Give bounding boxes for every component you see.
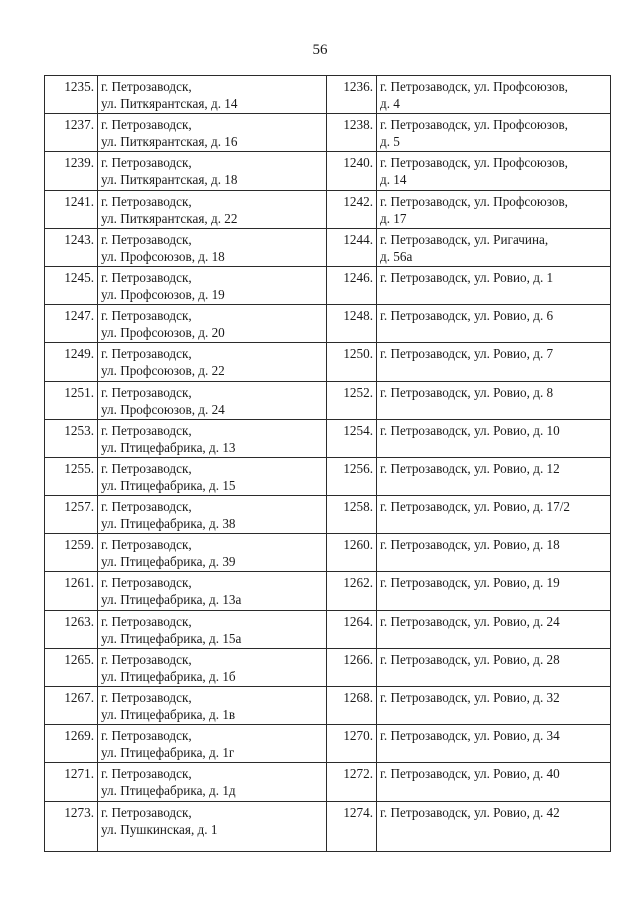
entry-address <box>98 648 327 686</box>
address-line: г. Петрозаводск, <box>101 651 192 667</box>
address-line: г. Петрозаводск, ул. Ровио, д. 1 <box>380 269 554 285</box>
address-line: ул. Птицефабрика, д. 1в <box>101 707 236 722</box>
entry-address <box>377 305 611 343</box>
address-line: ул. Профсоюзов, д. 24 <box>101 401 225 417</box>
entry-address <box>377 228 611 266</box>
address-line: г. Петрозаводск, <box>101 766 192 782</box>
entry-address <box>98 190 327 228</box>
address-line: г. Петрозаводск, <box>101 575 192 591</box>
entry-address <box>98 534 327 572</box>
address-line: г. Петрозаводск, ул. Ровио, д. 28 <box>380 651 560 667</box>
address-line: г. Петрозаводск, ул. Ровио, д. 18 <box>380 537 560 553</box>
entry-number: 1249. <box>45 343 98 381</box>
address-line: ул. Птицефабрика, д. 38 <box>101 516 236 532</box>
address-line: ул. Птицефабрика, д. 1г <box>101 745 235 761</box>
entry-address <box>98 725 327 763</box>
address-table-body <box>45 76 611 852</box>
entry-number: 1243. <box>45 228 98 266</box>
entry-address <box>377 687 611 725</box>
address-line: г. Петрозаводск, ул. Ровио, д. 42 <box>380 804 560 820</box>
entry-number: 1241. <box>45 190 98 228</box>
entry-number: 1238. <box>327 114 377 152</box>
entry-number: 1267. <box>45 687 98 725</box>
entry-address <box>98 381 327 419</box>
entry-number: 1271. <box>45 763 98 801</box>
address-line: г. Петрозаводск, ул. Ровио, д. 19 <box>380 575 560 591</box>
table-row <box>45 534 611 572</box>
entry-address <box>377 725 611 763</box>
entry-number: 1237. <box>45 114 98 152</box>
entry-number: 1247. <box>45 305 98 343</box>
entry-number: 1254. <box>327 419 377 457</box>
entry-address <box>98 228 327 266</box>
entry-number: 1264. <box>327 610 377 648</box>
address-line: г. Петрозаводск, <box>101 384 192 400</box>
address-line: ул. Птицефабрика, д. 15а <box>101 630 242 646</box>
table-row <box>45 457 611 495</box>
entry-address <box>98 152 327 190</box>
address-line: г. Петрозаводск, ул. Ровио, д. 6 <box>380 308 554 324</box>
table-row <box>45 305 611 343</box>
table-row <box>45 76 611 114</box>
address-line: г. Петрозаводск, ул. Ригачина, <box>380 231 549 247</box>
entry-address <box>377 648 611 686</box>
address-line: г. Петрозаводск, <box>101 346 192 362</box>
entry-number: 1272. <box>327 763 377 801</box>
address-line: д. 5 <box>380 134 400 150</box>
table-row <box>45 572 611 610</box>
address-line: д. 4 <box>380 96 400 111</box>
address-line: д. 17 <box>380 210 407 226</box>
entry-number: 1242. <box>327 190 377 228</box>
entry-address <box>377 381 611 419</box>
address-line: г. Петрозаводск, <box>101 117 192 133</box>
address-line: г. Петрозаводск, <box>101 422 192 438</box>
address-line: г. Петрозаводск, <box>101 537 192 553</box>
entry-number: 1244. <box>327 228 377 266</box>
address-line: г. Петрозаводск, <box>101 79 192 94</box>
address-line: г. Петрозаводск, <box>101 460 192 476</box>
entry-address <box>98 610 327 648</box>
entry-address <box>98 572 327 610</box>
entry-number: 1256. <box>327 457 377 495</box>
entry-address <box>98 763 327 801</box>
entry-address <box>98 801 327 851</box>
table-row <box>45 152 611 190</box>
address-line: ул. Птицефабрика, д. 13 <box>101 439 236 455</box>
entry-number: 1262. <box>327 572 377 610</box>
address-line: д. 14 <box>380 172 407 188</box>
entry-address <box>377 801 611 851</box>
table-row <box>45 801 611 851</box>
entry-number: 1270. <box>327 725 377 763</box>
table-row <box>45 725 611 763</box>
entry-number: 1235. <box>45 76 98 114</box>
entry-number: 1245. <box>45 266 98 304</box>
entry-number: 1259. <box>45 534 98 572</box>
entry-number: 1253. <box>45 419 98 457</box>
table-row <box>45 114 611 152</box>
address-line: г. Петрозаводск, ул. Ровио, д. 34 <box>380 728 560 744</box>
entry-address <box>377 266 611 304</box>
entry-address <box>98 76 327 114</box>
address-line: д. 56а <box>380 248 413 264</box>
entry-number: 1273. <box>45 801 98 851</box>
entry-address <box>377 190 611 228</box>
address-line: г. Петрозаводск, ул. Ровио, д. 40 <box>380 766 560 782</box>
table-row <box>45 381 611 419</box>
address-line: г. Петрозаводск, ул. Ровио, д. 17/2 <box>380 499 570 515</box>
address-line: ул. Пушкинская, д. 1 <box>101 821 218 837</box>
entry-number: 1263. <box>45 610 98 648</box>
entry-number: 1265. <box>45 648 98 686</box>
entry-number: 1258. <box>327 496 377 534</box>
address-line: ул. Профсоюзов, д. 18 <box>101 248 225 264</box>
table-row <box>45 343 611 381</box>
entry-number: 1261. <box>45 572 98 610</box>
table-row <box>45 496 611 534</box>
address-line: ул. Птицефабрика, д. 13а <box>101 592 242 608</box>
address-line: г. Петрозаводск, <box>101 804 192 820</box>
address-line: г. Петрозаводск, ул. Ровио, д. 32 <box>380 690 560 705</box>
address-line: г. Петрозаводск, ул. Профсоюзов, <box>380 193 568 209</box>
address-line: г. Петрозаводск, <box>101 613 192 629</box>
entry-address <box>98 305 327 343</box>
entry-address <box>377 114 611 152</box>
address-table <box>44 75 611 852</box>
address-line: г. Петрозаводск, ул. Профсоюзов, <box>380 79 568 94</box>
address-line: ул. Птицефабрика, д. 1б <box>101 668 236 684</box>
entry-address <box>98 457 327 495</box>
address-line: г. Петрозаводск, ул. Профсоюзов, <box>380 155 568 171</box>
page-number: 56 <box>312 42 328 58</box>
entry-number: 1252. <box>327 381 377 419</box>
entry-address <box>98 687 327 725</box>
address-line: г. Петрозаводск, ул. Ровио, д. 24 <box>380 613 560 629</box>
table-row <box>45 687 611 725</box>
address-line: ул. Птицефабрика, д. 1д <box>101 783 236 799</box>
address-line: г. Петрозаводск, <box>101 690 192 705</box>
entry-number: 1266. <box>327 648 377 686</box>
entry-number: 1274. <box>327 801 377 851</box>
entry-address <box>377 343 611 381</box>
address-line: ул. Профсоюзов, д. 19 <box>101 286 225 302</box>
address-line: г. Петрозаводск, <box>101 499 192 515</box>
entry-number: 1251. <box>45 381 98 419</box>
address-line: г. Петрозаводск, <box>101 269 192 285</box>
entry-address <box>98 419 327 457</box>
entry-address <box>377 763 611 801</box>
entry-address <box>377 496 611 534</box>
entry-number: 1240. <box>327 152 377 190</box>
address-line: ул. Птицефабрика, д. 39 <box>101 554 236 570</box>
table-row <box>45 419 611 457</box>
entry-number: 1268. <box>327 687 377 725</box>
address-line: г. Петрозаводск, ул. Ровио, д. 12 <box>380 460 560 476</box>
entry-number: 1269. <box>45 725 98 763</box>
entry-address <box>377 610 611 648</box>
entry-address <box>377 534 611 572</box>
table-row <box>45 266 611 304</box>
address-line: ул. Питкярантская, д. 22 <box>101 210 238 226</box>
address-line: ул. Профсоюзов, д. 22 <box>101 363 225 379</box>
address-line: г. Петрозаводск, ул. Ровио, д. 7 <box>380 346 554 362</box>
entry-number: 1250. <box>327 343 377 381</box>
entry-number: 1246. <box>327 266 377 304</box>
entry-number: 1255. <box>45 457 98 495</box>
address-line: г. Петрозаводск, ул. Профсоюзов, <box>380 117 568 133</box>
entry-address <box>377 457 611 495</box>
entry-number: 1248. <box>327 305 377 343</box>
entry-address <box>377 76 611 114</box>
address-line: ул. Питкярантская, д. 14 <box>101 96 238 111</box>
entry-address <box>377 152 611 190</box>
table-row <box>45 763 611 801</box>
entry-number: 1239. <box>45 152 98 190</box>
entry-address <box>377 572 611 610</box>
entry-address <box>377 419 611 457</box>
address-line: г. Петрозаводск, <box>101 231 192 247</box>
entry-address <box>98 266 327 304</box>
address-line: ул. Питкярантская, д. 18 <box>101 172 238 188</box>
table-row <box>45 610 611 648</box>
entry-number: 1260. <box>327 534 377 572</box>
table-row <box>45 648 611 686</box>
entry-address <box>98 343 327 381</box>
address-line: ул. Профсоюзов, д. 20 <box>101 325 225 341</box>
entry-number: 1257. <box>45 496 98 534</box>
address-line: г. Петрозаводск, ул. Ровио, д. 10 <box>380 422 560 438</box>
entry-number: 1236. <box>327 76 377 114</box>
address-line: г. Петрозаводск, ул. Ровио, д. 8 <box>380 384 554 400</box>
address-line: г. Петрозаводск, <box>101 155 192 171</box>
address-line: г. Петрозаводск, <box>101 308 192 324</box>
table-row <box>45 190 611 228</box>
table-row <box>45 228 611 266</box>
entry-address <box>98 114 327 152</box>
address-line: г. Петрозаводск, <box>101 193 192 209</box>
entry-address <box>98 496 327 534</box>
address-line: ул. Питкярантская, д. 16 <box>101 134 238 150</box>
address-line: ул. Птицефабрика, д. 15 <box>101 477 236 493</box>
address-line: г. Петрозаводск, <box>101 728 192 744</box>
